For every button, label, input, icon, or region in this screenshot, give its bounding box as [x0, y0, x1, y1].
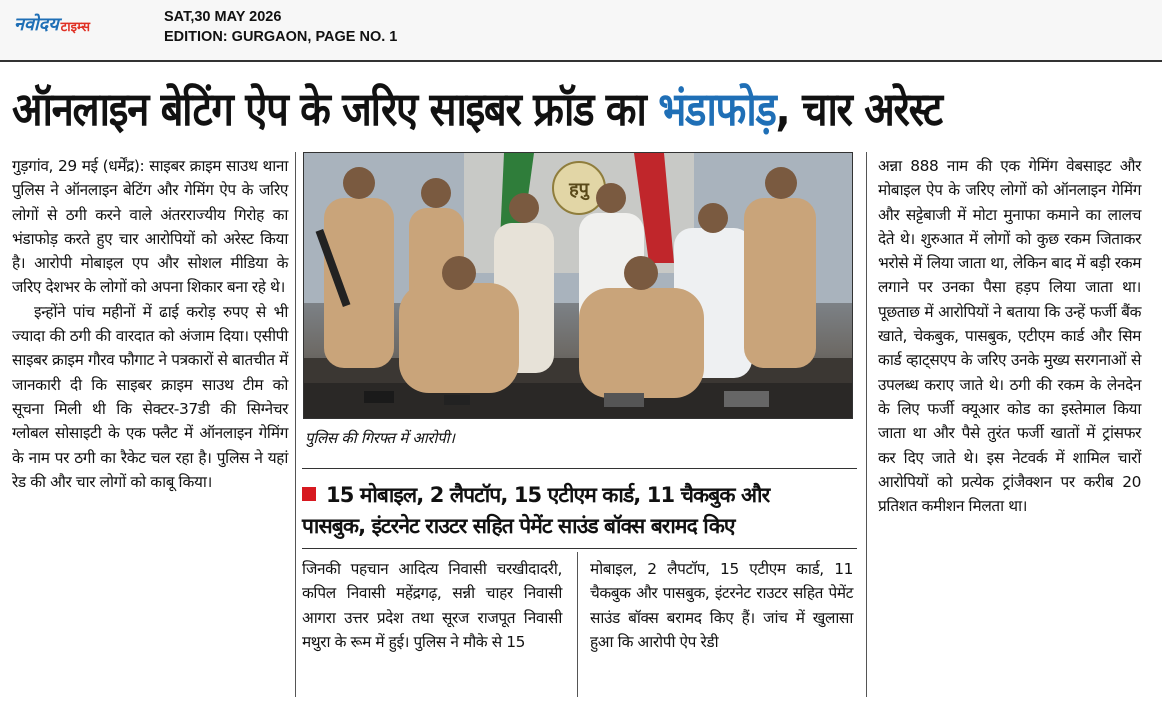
section-divider [302, 468, 857, 469]
section-divider [302, 548, 857, 549]
article-column-3 [878, 154, 1141, 518]
column-divider [577, 552, 578, 697]
headline-part1: ऑनलाइन बेटिंग ऐप के जरिए साइबर फ्रॉड का [12, 82, 659, 136]
article-column-2a [302, 557, 562, 654]
headline-part2: , चार अरेस्ट [775, 82, 942, 136]
article-subheadline [302, 480, 857, 542]
column1-paragraph-2: इन्होंने पांच महीनों में ढाई करोड़ रुपए से भी ज्यादा की ठगी की वारदात को अंजाम दिया। एसीपी साइबर क्राइम गौरव फौगाट ने पत्रकारों से बातचीत में जानकारी दी कि साइबर क्राइम साउथ टीम को सूचना मिली थी कि सेक्टर-37डी की सिग्नेचर ग्लोबल सोसाइटी के एक फ्लैट में ऑनलाइन गेमिंग के नाम पर ठगी का रैकेट चल रहा है। पुलिस ने यहां रेड की और चार लोगों को काबू किया। [12, 302, 288, 491]
police-group-photo [304, 153, 852, 418]
red-square-bullet-icon [302, 487, 316, 501]
subhead-text-1: 15 मोबाइल, 2 लैपटॉप, 15 एटीएम कार्ड, 11 चैकबुक और [326, 483, 770, 507]
subhead-text-2: पासबुक, इंटरनेट राउटर सहित पेमेंट साउंड बॉक्स बरामद किए [302, 514, 735, 538]
subhead-line-1 [302, 480, 857, 511]
article-column-1 [12, 154, 288, 494]
column-divider [295, 152, 296, 697]
logo-sub-text: टाइम्स [60, 20, 90, 35]
headline-highlight: भंडाफोड़ [658, 82, 776, 136]
issue-date: SAT,30 MAY 2026 [164, 9, 282, 25]
masthead-bar [0, 0, 1162, 62]
edition-page: EDITION: GURGAON, PAGE NO. 1 [164, 29, 398, 45]
logo-main-text: नवोदय [14, 14, 59, 35]
article-headline [12, 74, 1004, 144]
photo-caption: पुलिस की गिरफ्त में आरोपी। [305, 429, 455, 447]
column-divider [866, 152, 867, 697]
news-photo [303, 152, 853, 419]
subhead-line-2 [302, 511, 857, 542]
column3-paragraph: अन्ना 888 नाम की एक गेमिंग वेबसाइट और मोबाइल ऐप के जरिए लोगों को ऑनलाइन गेमिंग और सट्टेबाजी में मोटा मुनाफा कमाने का लालच देते थे। शुरुआत में लोगों को कुछ रकम जिताकर भरोसे में लिया जाता था, लेकिन बाद में बड़ी रकम लगाने पर उनका पैसा हड़प लिया जाता था। पूछताछ में आरोपियों ने बताया कि उन्हें फर्जी बैंक खाते, चेकबुक, पासबुक, एटीएम कार्ड और सिम कार्ड व्हाट्सएप के जरिए उनके मुख्य सरगनाओं से उपलब्ध कराए जाते थे। ठगी की रकम के लेनदेन के लिए फर्जी क्यूआर कोड का इस्तेमाल किया जाता था और पैसे तुरंत फर्जी खातों में ट्रांसफर कर दिए जाते थे। इस नेटवर्क में शामिल चारों आरोपियों को प्रत्येक ट्रांजैक्शन पर करीब 20 प्रतिशत कमीशन मिलता था। [878, 157, 1141, 516]
emblem-text: हपु [569, 179, 589, 200]
article-column-2b [590, 557, 853, 654]
column2b-paragraph: मोबाइल, 2 लैपटॉप, 15 एटीएम कार्ड, 11 चैकबुक और पासबुक, इंटरनेट राउटर सहित पेमेंट साउंड बॉक्स बरामद किए हैं। जांच में खुलासा हुआ कि आरोपी ऐप रेडी [590, 560, 853, 651]
column1-paragraph-1: गुड़गांव, 29 मई (धर्मेंद्र): साइबर क्राइम साउथ थाना पुलिस ने ऑनलाइन बेटिंग और गेमिंग ऐप के जरिए लोगों से ठगी करने वाले अंतरराज्यीय गिरोह का भंडाफोड़ करते हुए चार आरोपियों को अरेस्ट किया है। आरोपी मोबाइल एप और सोशल मीडिया के जरिए देशभर के लोगों को अपना शिकार बना रहे थे। [12, 157, 288, 297]
newspaper-logo[interactable] [14, 10, 90, 36]
edition-info [164, 7, 397, 47]
column2a-paragraph: जिनकी पहचान आदित्य निवासी चरखीदादरी, कपिल निवासी महेंद्रगढ़, सन्नी चाहर निवासी आगरा उत्तर प्रदेश तथा सूरज राजपूत निवासी मथुरा के रूम में हुई। पुलिस ने मौके से 15 [302, 560, 562, 651]
